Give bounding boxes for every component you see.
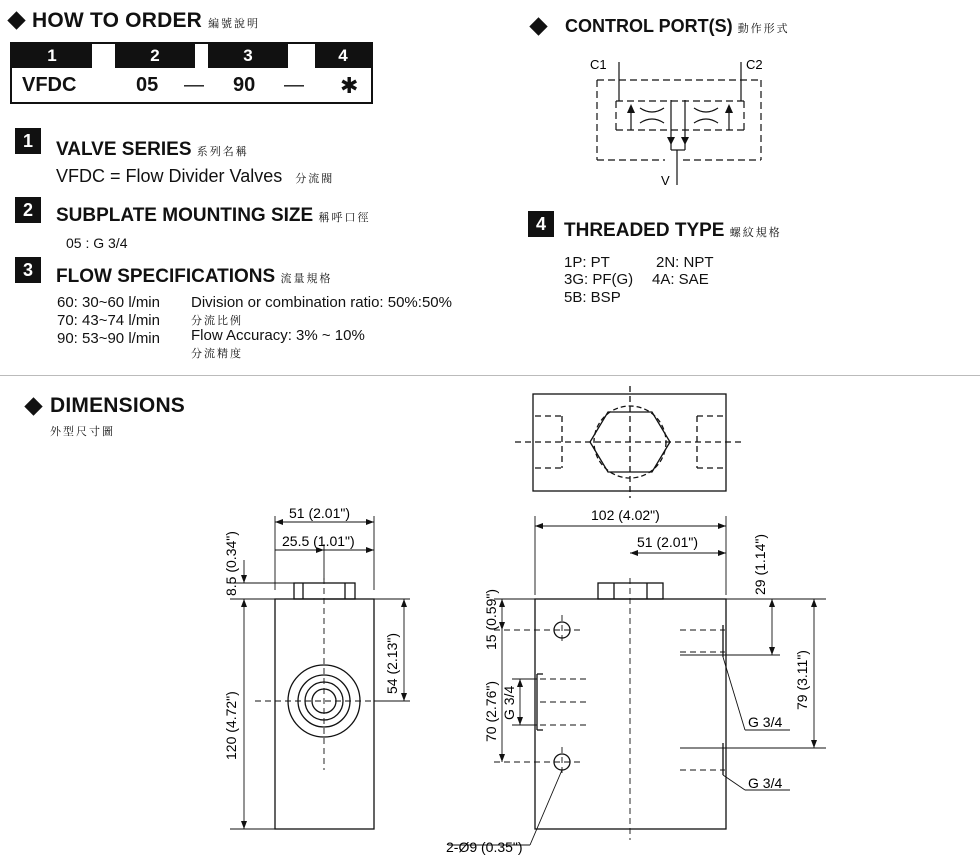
section-4-title-text: THREADED TYPE xyxy=(564,220,725,241)
front-view-dims xyxy=(448,516,826,845)
order-col-4-header: 4 xyxy=(315,44,371,68)
port-c2-label: C2 xyxy=(746,57,763,72)
section-4-title-cn: 螺紋規格 xyxy=(729,227,782,239)
side-view xyxy=(255,578,395,829)
section-1-title-text: VALVE SERIES xyxy=(56,139,192,160)
order-col-3-header: 3 xyxy=(208,44,288,68)
front-mount-holes: 2-Ø9 (0.35") xyxy=(446,839,523,855)
dimension-arrowheads xyxy=(241,519,817,829)
front-height-15: 15 (0.59") xyxy=(483,588,499,650)
side-view-dims xyxy=(230,516,410,829)
port-c1-label: C1 xyxy=(590,57,607,72)
order-value-series: VFDC xyxy=(22,74,77,96)
thread-type-4a: 4A: SAE xyxy=(652,271,709,288)
thread-type-2n: 2N: NPT xyxy=(656,254,714,271)
flow-accuracy-cn: 分流精度 xyxy=(191,348,243,360)
front-port-g34-b: G 3/4 xyxy=(748,775,783,791)
side-width-51: 51 (2.01") xyxy=(289,505,351,521)
section-2-title-text: SUBPLATE MOUNTING SIZE xyxy=(56,205,314,226)
side-height-54: 54 (2.13") xyxy=(384,632,400,694)
division-ratio: Division or combination ratio: 50%:50% xyxy=(191,294,452,311)
section-3-title-text: FLOW SPECIFICATIONS xyxy=(56,266,276,287)
section-3-badge: 3 xyxy=(15,257,41,283)
port-v-label: V xyxy=(661,173,670,188)
section-1-line-cn: 分流閥 xyxy=(295,173,335,185)
flow-spec-70: 70: 43~74 l/min xyxy=(57,312,160,329)
order-value-size: 05 xyxy=(136,74,159,96)
front-width-102: 102 (4.02") xyxy=(591,507,660,523)
order-value-thread: ✱ xyxy=(340,73,359,98)
section-1-title-cn: 系列名稱 xyxy=(196,146,249,158)
section-1-line-text: VFDC = Flow Divider Valves xyxy=(56,166,283,186)
thread-type-5b: 5B: BSP xyxy=(564,289,621,306)
dimensions-title: DIMENSIONS xyxy=(50,394,186,417)
section-2-line: 05 : G 3/4 xyxy=(66,235,128,251)
how-to-order-title-cn: 編號說明 xyxy=(208,18,261,30)
front-height-79: 79 (3.11") xyxy=(794,650,810,710)
how-to-order-title-text: HOW TO ORDER xyxy=(32,9,203,32)
top-view xyxy=(515,386,745,498)
flow-spec-60: 60: 30~60 l/min xyxy=(57,294,160,311)
dimensions-title-cn: 外型尺寸圖 xyxy=(50,426,115,438)
control-ports-title-cn: 動作形式 xyxy=(737,23,790,35)
order-col-1-header: 1 xyxy=(12,44,92,68)
order-value-flow: 90 xyxy=(233,74,256,96)
section-4-badge: 4 xyxy=(528,211,554,237)
flow-accuracy: Flow Accuracy: 3% ~ 10% xyxy=(191,327,365,344)
section-1-badge: 1 xyxy=(15,128,41,154)
front-port-g34-a: G 3/4 xyxy=(748,714,783,730)
section-3-title-cn: 流量規格 xyxy=(280,273,333,285)
front-width-51: 51 (2.01") xyxy=(637,534,699,550)
front-view xyxy=(494,578,726,840)
thread-type-1p: 1P: PT xyxy=(564,254,610,271)
flow-spec-90: 90: 53~90 l/min xyxy=(57,330,160,347)
order-dash-1: — xyxy=(184,74,204,96)
front-port-g34-left: G 3/4 xyxy=(501,685,517,720)
order-col-2-header: 2 xyxy=(115,44,195,68)
side-height-120: 120 (4.72") xyxy=(223,691,239,760)
control-ports-title-text: CONTROL PORT(S) xyxy=(565,16,733,36)
side-width-25: 25.5 (1.01") xyxy=(282,533,355,549)
division-ratio-cn: 分流比例 xyxy=(191,315,243,327)
thread-type-3g: 3G: PF(G) xyxy=(564,271,634,288)
order-dash-2: — xyxy=(284,74,304,96)
front-height-70: 70 (2.76") xyxy=(483,680,499,742)
front-height-29: 29 (1.14") xyxy=(752,533,768,595)
section-2-title-cn: 稱呼口徑 xyxy=(318,212,371,224)
section-2-badge: 2 xyxy=(15,197,41,223)
side-height-8: 8.5 (0.34") xyxy=(223,531,239,596)
